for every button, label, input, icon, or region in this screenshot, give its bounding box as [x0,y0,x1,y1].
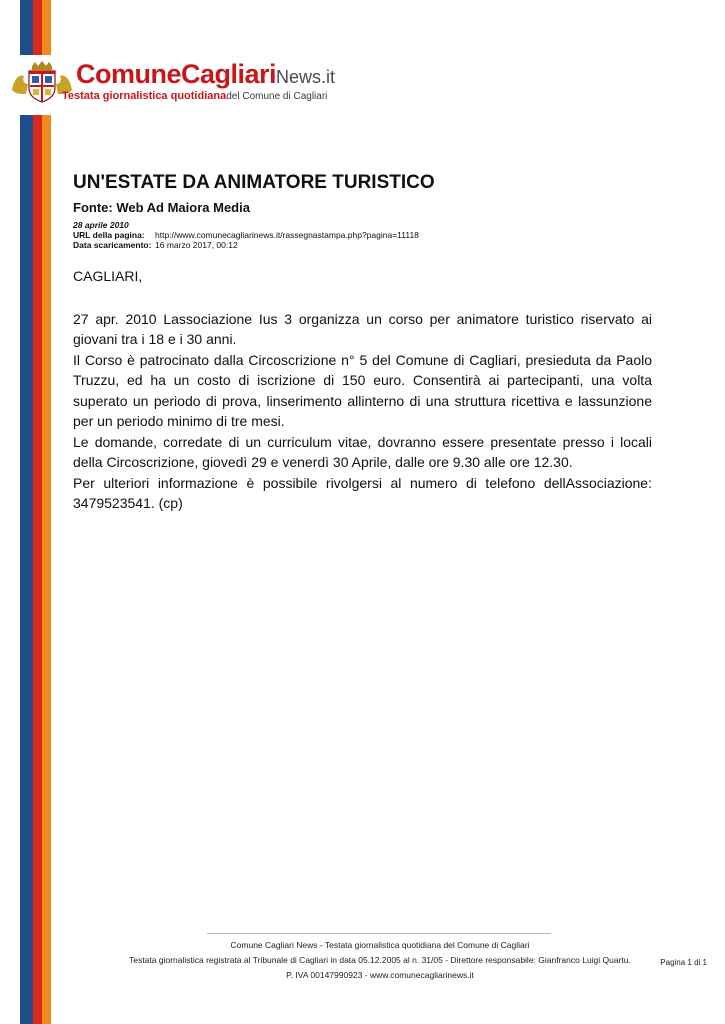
logo-tagline-sub: del Comune di Cagliari [226,91,328,102]
logo-suffix: News.it [276,67,336,87]
article-intro: CAGLIARI, [73,268,143,284]
left-stripe-red [33,0,42,1024]
article-meta [73,220,419,250]
url-value[interactable]: http://www.comunecagliarinews.it/rassegnastampa.php?pagina=11118 [155,230,419,240]
url-label: URL della pagina: [73,230,145,240]
download-value: 16 marzo 2017, 00:12 [155,240,238,250]
article-date: 28 aprile 2010 [73,220,129,230]
article-paragraph: Il Corso è patrocinato dalla Circoscrizione n° 5 del Comune di Cagliari, presieduta da Paolo Truzzu, ed ha un costo di iscrizione di 150 euro. Consentirà ai partecipanti, una volta superato un periodo di prova, linserimento allinterno di una struttura ricettiva e lassunzione per un periodo minimo di tre mesi. [73,351,652,429]
article-paragraph: 27 apr. 2010 Lassociazione Ius 3 organizza un corso per animatore turistico riservato ai giovani tra i 18 e i 30 anni. [73,310,652,347]
footer-line-2: Testata giornalistica registrata al Tribunale di Cagliari in data 05.12.2005 al n. 31/05 - Direttore responsabile: Gianfranco Luigi Quartu. [129,955,631,965]
article-paragraph: Per ulteriori informazione è possibile rivolgersi al numero di telefono dellAssociazione: 3479523541. (cp) [73,474,652,511]
download-label: Data scaricamento: [73,240,152,250]
article-title: UN'ESTATE DA ANIMATORE TURISTICO [73,172,435,193]
left-stripe-blue [20,0,33,1024]
article-body [73,266,652,514]
logo-tagline: Testata giornalistica quotidianadel Comune di Cagliari [62,90,328,102]
page-footer [100,938,660,983]
left-stripe-orange [42,0,51,1024]
article-source: Fonte: Web Ad Maiora Media [73,200,250,215]
footer-line-3: P. IVA 00147990923 - www.comunecagliarinews.it [286,970,474,980]
footer-line-1: Comune Cagliari News - Testata giornalistica quotidiana del Comune di Cagliari [230,940,530,950]
footer-divider [207,933,551,934]
masthead-logo [10,55,336,115]
page-number: Pagina 1 di 1 [660,958,707,967]
logo-wordmark: ComuneCagliariNews.it [76,59,336,89]
article-paragraph: Le domande, corredate di un curriculum vitae, dovranno essere presentate presso i locali della Circoscrizione, giovedì 29 e venerdì 30 Aprile, dalle ore 9.30 alle ore 12.30. [73,433,652,470]
